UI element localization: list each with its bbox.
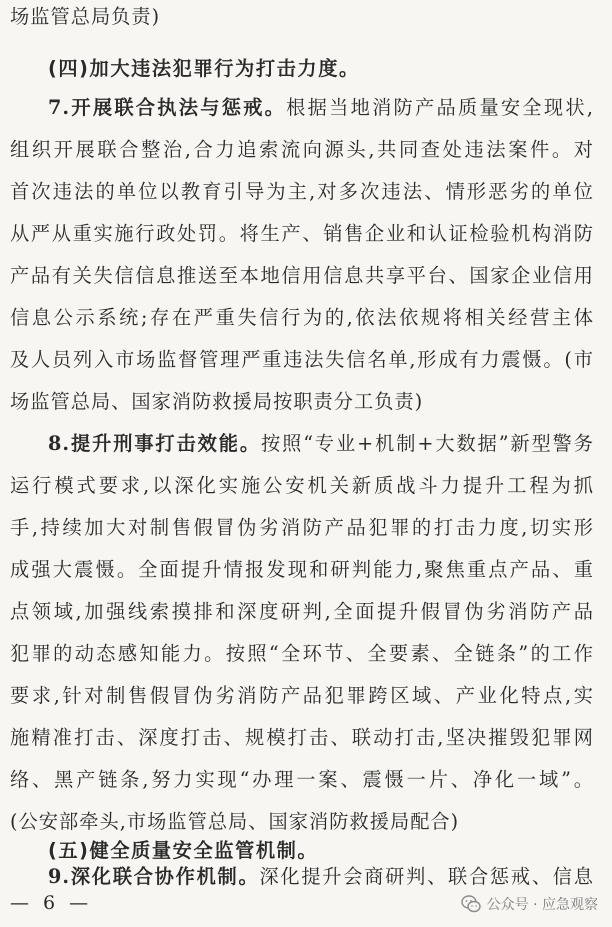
- text-line-7: 产品有关失信信息推送至本地信用信息共享平台、国家企业信用: [10, 264, 594, 287]
- paragraph-8-first-line: [48, 431, 594, 457]
- paragraph-7-first-line: [48, 95, 594, 121]
- section-heading-4: (四)加大违法犯罪行为打击力度。: [48, 57, 360, 80]
- text-line-5: 首次违法的单位以教育引导为主,对多次违法、情形恶劣的单位: [10, 180, 594, 203]
- paragraph-8-lead-text: 按照“专业+机制+大数据”新型警务: [260, 432, 594, 455]
- text-line-13: 手,持续加大对制售假冒伪劣消防产品犯罪的打击力度,切实形: [10, 516, 594, 539]
- paragraph-8-title: 8.提升刑事打击效能。: [48, 432, 261, 455]
- text-line-9: 及人员列入市场监督管理严重违法失信名单,形成有力震慑。(市: [10, 348, 594, 371]
- text-line-1: 场监管总局负责): [10, 5, 161, 28]
- text-line-6: 从严从重实施行政处罚。将生产、销售企业和认证检验机构消防: [10, 222, 594, 245]
- text-line-18: 施精准打击、深度打击、规模打击、联动打击,坚决摧毁犯罪网: [10, 726, 594, 749]
- wechat-icon: [461, 894, 481, 914]
- text-line-16: 犯罪的动态感知能力。按照“全环节、全要素、全链条”的工作: [10, 642, 594, 665]
- paragraph-7-lead-text: 根据当地消防产品质量安全现状,: [286, 96, 594, 119]
- page-number: — 6 —: [10, 892, 93, 914]
- paragraph-9-lead-text: 深化提升会商研判、联合惩戒、信息: [259, 865, 594, 888]
- text-line-19: 络、黑产链条,努力实现“办理一案、震慑一片、净化一域”。: [10, 768, 594, 791]
- watermark-text: 公众号 · 应急观察: [486, 897, 598, 913]
- paragraph-7-title: 7.开展联合执法与惩戒。: [48, 96, 287, 119]
- section-heading-5: (五)健全质量安全监管机制。: [48, 839, 319, 862]
- watermark: [461, 892, 598, 916]
- text-line-17: 要求,针对制售假冒伪劣消防产品犯罪跨区域、产业化特点,实: [10, 684, 594, 707]
- text-line-15: 点领域,加强线索摸排和深度研判,全面提升假冒伪劣消防产品: [10, 600, 594, 623]
- text-line-4: 组织开展联合整治,合力追索流向源头,共同查处违法案件。对: [10, 138, 594, 161]
- text-line-10: 场监管总局、国家消防救援局按职责分工负责): [10, 390, 424, 413]
- text-line-12: 运行模式要求,以深化实施公安机关新质战斗力提升工程为抓: [10, 474, 594, 497]
- text-line-8: 信息公示系统;存在严重失信行为的,依法依规将相关经营主体: [10, 306, 594, 329]
- text-line-14: 成强大震慑。全面提升情报发现和研判能力,聚焦重点产品、重: [10, 558, 594, 581]
- paragraph-9-title: 9.深化联合协作机制。: [48, 865, 260, 888]
- paragraph-9-first-line: [48, 864, 594, 890]
- text-line-20: (公安部牵头,市场监管总局、国家消防救援局配合): [10, 810, 460, 833]
